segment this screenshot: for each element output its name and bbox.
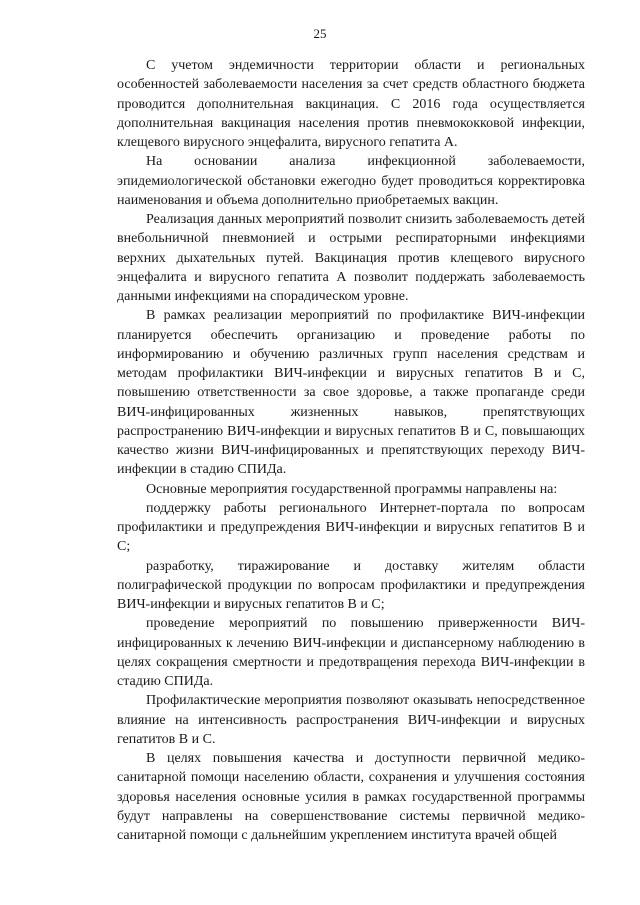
document-body <box>117 56 585 845</box>
page-number: 25 <box>313 26 327 41</box>
paragraph-vaccine-adjustment: На основании анализа инфекционной заболеваемости, эпидемиологической обстановки ежегодно будет проводиться корректировка наименования и объема дополнительно приобретаемых вакцин. <box>117 154 585 208</box>
list-item-printed-materials: разработку, тиражирование и доставку жителям области полиграфической продукции по вопросам профилактики и предупреждения ВИЧ-инфекции и вирусных гепатитов В и С; <box>117 558 585 612</box>
list-item-treatment-adherence: проведение мероприятий по повышению приверженности ВИЧ-инфицированных к лечению ВИЧ-инфекции и диспансерному наблюдению в целях сокращения смертности и предотвращения перехода ВИЧ-инфекции в стадию СПИДа. <box>117 616 585 689</box>
paragraph-hiv-prevention: В рамках реализации мероприятий по профилактике ВИЧ-инфекции планируется обеспечить организацию и проведение работы по информированию и обучению различных групп населения средствам и методам профилактики ВИЧ-инфекции и вирусных гепатитов В и С, повышению ответственности за свое здоровье, а также пропаганде среди ВИЧ-инфицированных жизненных навыков, препятствующих распространению ВИЧ-инфекции и вирусных гепатитов В и С, повышающих качество жизни ВИЧ-инфицированных и препятствующих переходу ВИЧ-инфекции в стадию СПИДа. <box>117 308 585 478</box>
paragraph-expected-results: Реализация данных мероприятий позволит снизить заболеваемость детей внебольничной пневмонией и острыми респираторными инфекциями верхних дыхательных путей. Вакцинация против клещевого вирусного энцефалита и вирусного гепатита А позволит поддержать заболеваемость данными инфекциями на спорадическом уровне. <box>117 212 585 304</box>
paragraph-main-activities: Основные мероприятия государственной программы направлены на: <box>146 481 558 497</box>
paragraph-primary-care: В целях повышения качества и доступности первичной медико-санитарной помощи населению области, сохранения и улучшения состояния здоровья населения основные усилия в рамках государственной программы будут направлены на совершенствование системы первичной медико-санитарной помощи с дальнейшим укреплением института врачей общей <box>117 751 585 843</box>
paragraph-prevention-impact: Профилактические мероприятия позволяют оказывать непосредственное влияние на интенсивность распространения ВИЧ-инфекции и вирусных гепатитов В и С. <box>117 693 585 747</box>
list-item-internet-portal: поддержку работы регионального Интернет-портала по вопросам профилактики и предупреждения ВИЧ-инфекции и вирусных гепатитов В и С; <box>117 500 585 555</box>
paragraph-vaccination-intro: С учетом эндемичности территории области и региональных особенностей заболеваемости населения за счет средств областного бюджета проводится дополнительная вакцинация. С 2016 года осуществляется дополнительная вакцинация населения против пневмококковой инфекции, клещевого вирусного энцефалита, вирусного гепатита А. <box>117 58 585 150</box>
